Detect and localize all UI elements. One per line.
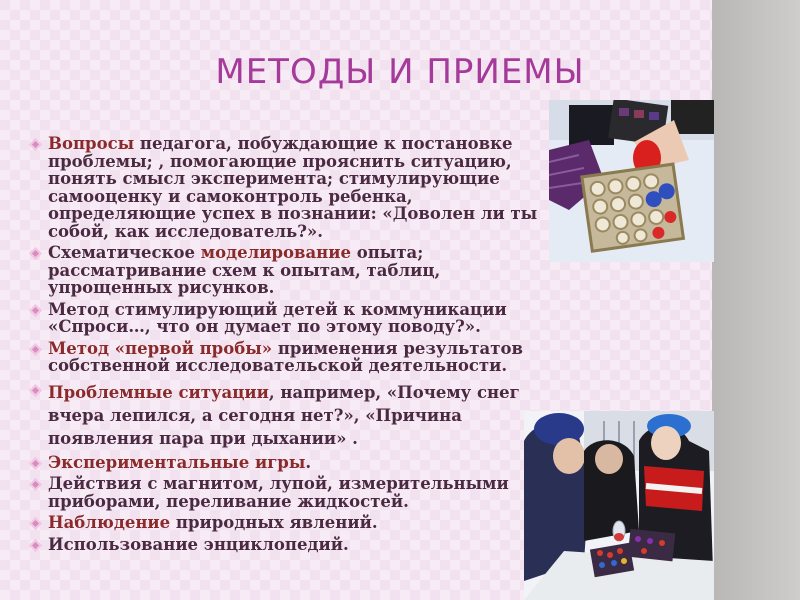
item-text: . <box>305 452 312 472</box>
list-item <box>28 244 548 297</box>
item-text: Использование энциклопедий. <box>48 534 349 554</box>
item-text: педагога, побуждающие к постановке проблемы; , помогающие прояснить ситуацию, понять смысл эксперимента; стимулирующие самооценку и самоконтроль ребенка, определяющие успех в познании: «Доволен ли ты собой, как исследователь?». <box>48 134 538 241</box>
keyword: Экспериментальные игры <box>48 452 306 472</box>
list-item <box>28 454 548 472</box>
item-text: Действия с магнитом, лупой, измерительными приборами, переливание жидкостей. <box>48 474 509 511</box>
item-text: природных явлений. <box>170 513 378 532</box>
list-item <box>28 514 548 532</box>
list-item <box>28 340 548 375</box>
photo-children-winter <box>524 411 714 600</box>
item-text: Метод стимулирующий детей к коммуникации «Спроси…, что он думает по этому поводу?». <box>48 299 507 336</box>
slide-title: МЕТОДЫ И ПРИЕМЫ <box>215 52 585 92</box>
list-item <box>28 301 548 336</box>
keyword: Вопросы <box>48 134 135 153</box>
list-item <box>28 475 548 510</box>
item-text: , например, «Почему снег вчера лепился, а сегодня нет?», «Причина появления пара при дыхании» . <box>48 382 520 448</box>
list-item <box>28 381 548 450</box>
list-item <box>28 135 548 240</box>
keyword: моделирование <box>200 243 351 262</box>
keyword: Проблемные ситуации <box>48 382 269 402</box>
item-text: применения результатов собственной исследовательской деятельности. <box>48 338 523 375</box>
item-text: опыта; рассматривание схем к опытам, таблиц, упрощенных рисунков. <box>48 243 441 297</box>
list-item <box>28 536 548 554</box>
methods-list <box>28 135 548 557</box>
item-prefix: Схематическое <box>48 243 201 262</box>
keyword: Метод «первой пробы» <box>48 338 273 358</box>
keyword: Наблюдение <box>48 513 171 532</box>
photo-ice-molds <box>549 100 714 262</box>
